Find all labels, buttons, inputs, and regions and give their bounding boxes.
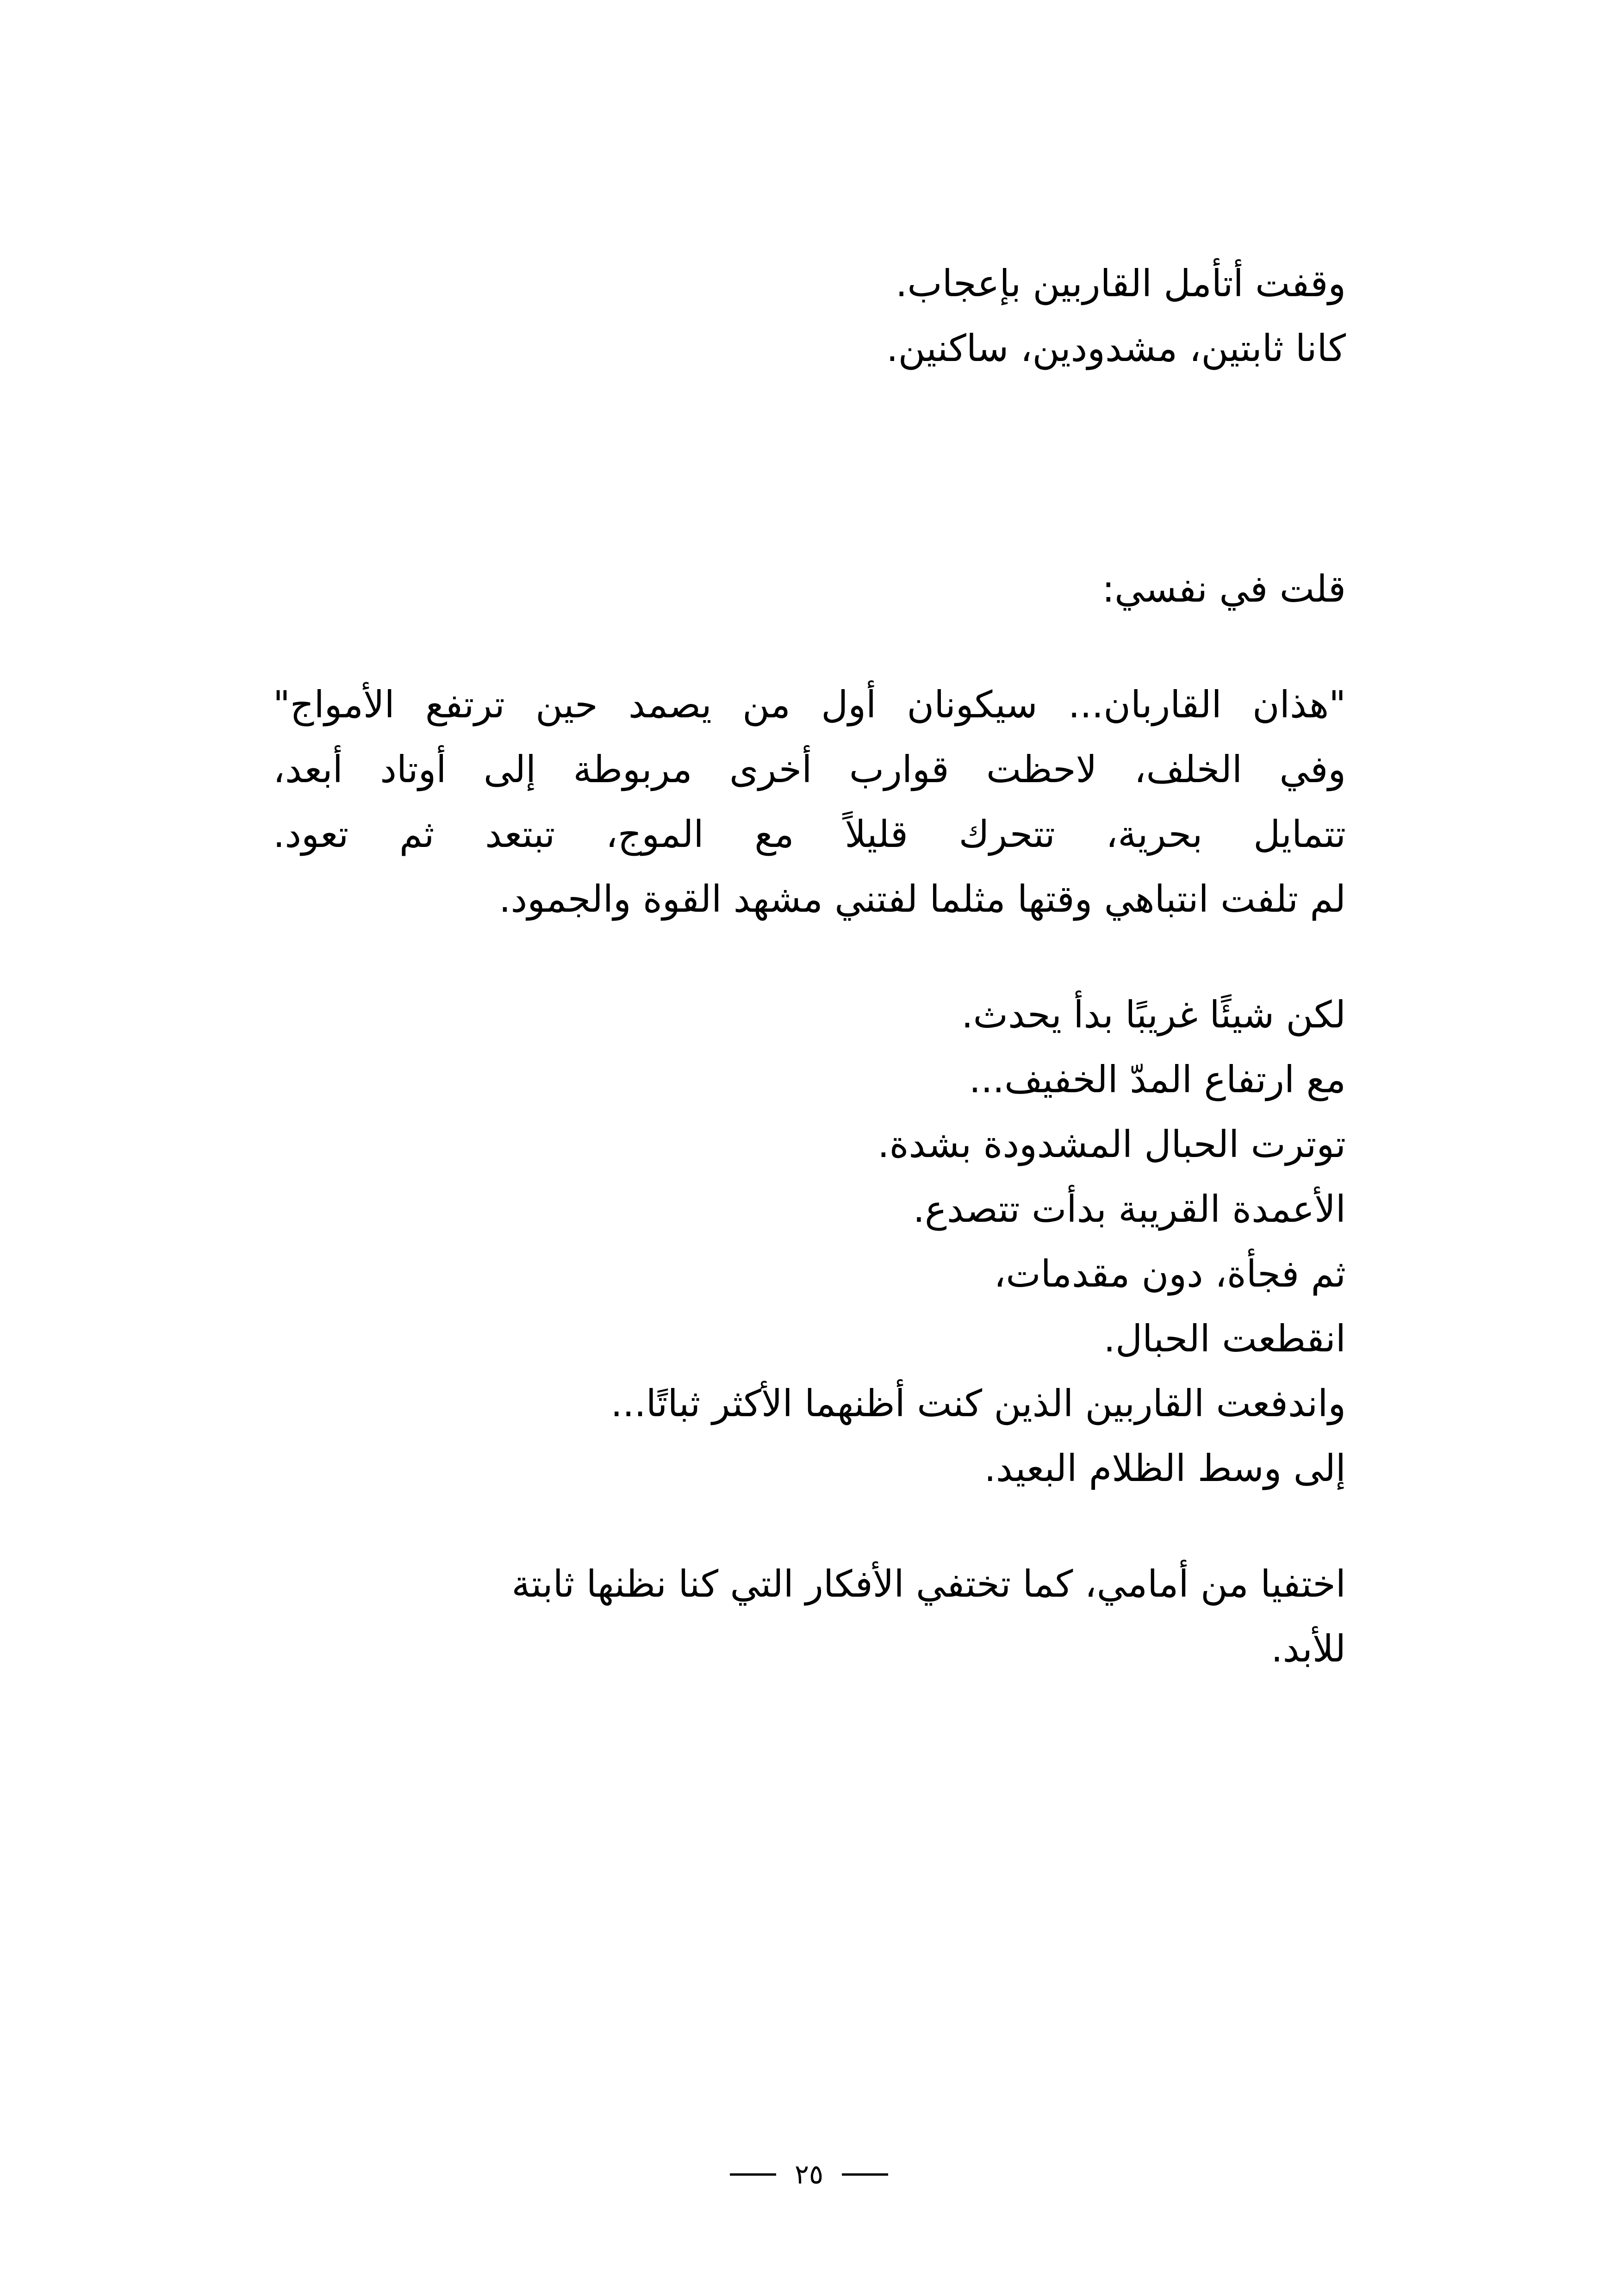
paragraph-line: واندفعت القاربين الذين كنت أظنهما الأكثر ثباتًا...	[610, 1382, 1346, 1425]
paragraph-line: انقطعت الحبال.	[1103, 1317, 1346, 1360]
paragraph-line: ثم فجأة، دون مقدمات،	[994, 1252, 1346, 1295]
book-page	[273, 0, 1346, 2296]
paragraph-line: اختفيا من أمامي، كما تختفي الأفكار التي كنا نظنها ثابتة	[511, 1562, 1346, 1605]
paragraph-line: إلى وسط الظلام البعيد.	[984, 1447, 1346, 1490]
paragraph-line: "هذان القاربان... سيكونان أول من يصمد حين ترتفع الأمواج"	[273, 683, 1346, 726]
footer-rule-left	[730, 2173, 776, 2176]
paragraph-line: وقفت أتأمل القاربين بإعجاب.	[895, 262, 1346, 305]
paragraph-line: للأبد.	[1271, 1627, 1346, 1670]
page-number: ٢٥	[794, 2159, 824, 2190]
paragraph-line: لم تلفت انتباهي وقتها مثلما لفتني مشهد القوة والجمود.	[499, 877, 1346, 921]
footer-rule-right	[842, 2173, 888, 2176]
paragraph-line: قلت في نفسي:	[1102, 567, 1346, 610]
paragraph-line: توترت الحبال المشدودة بشدة.	[877, 1123, 1346, 1166]
paragraph-line: كانا ثابتين، مشدودين، ساكنين.	[886, 327, 1346, 370]
paragraph-line: الأعمدة القريبة بدأت تتصدع.	[913, 1188, 1346, 1231]
paragraph-line: وفي الخلف، لاحظت قوارب أخرى مربوطة إلى أوتاد أبعد،	[273, 748, 1346, 791]
paragraph-line: تتمايل بحرية، تتحرك قليلاً مع الموج، تبتعد ثم تعود.	[273, 813, 1346, 856]
paragraph-line: مع ارتفاع المدّ الخفيف...	[969, 1058, 1346, 1101]
paragraph-line: لكن شيئًا غريبًا بدأ يحدث.	[961, 993, 1346, 1036]
page-footer	[0, 2160, 1618, 2188]
